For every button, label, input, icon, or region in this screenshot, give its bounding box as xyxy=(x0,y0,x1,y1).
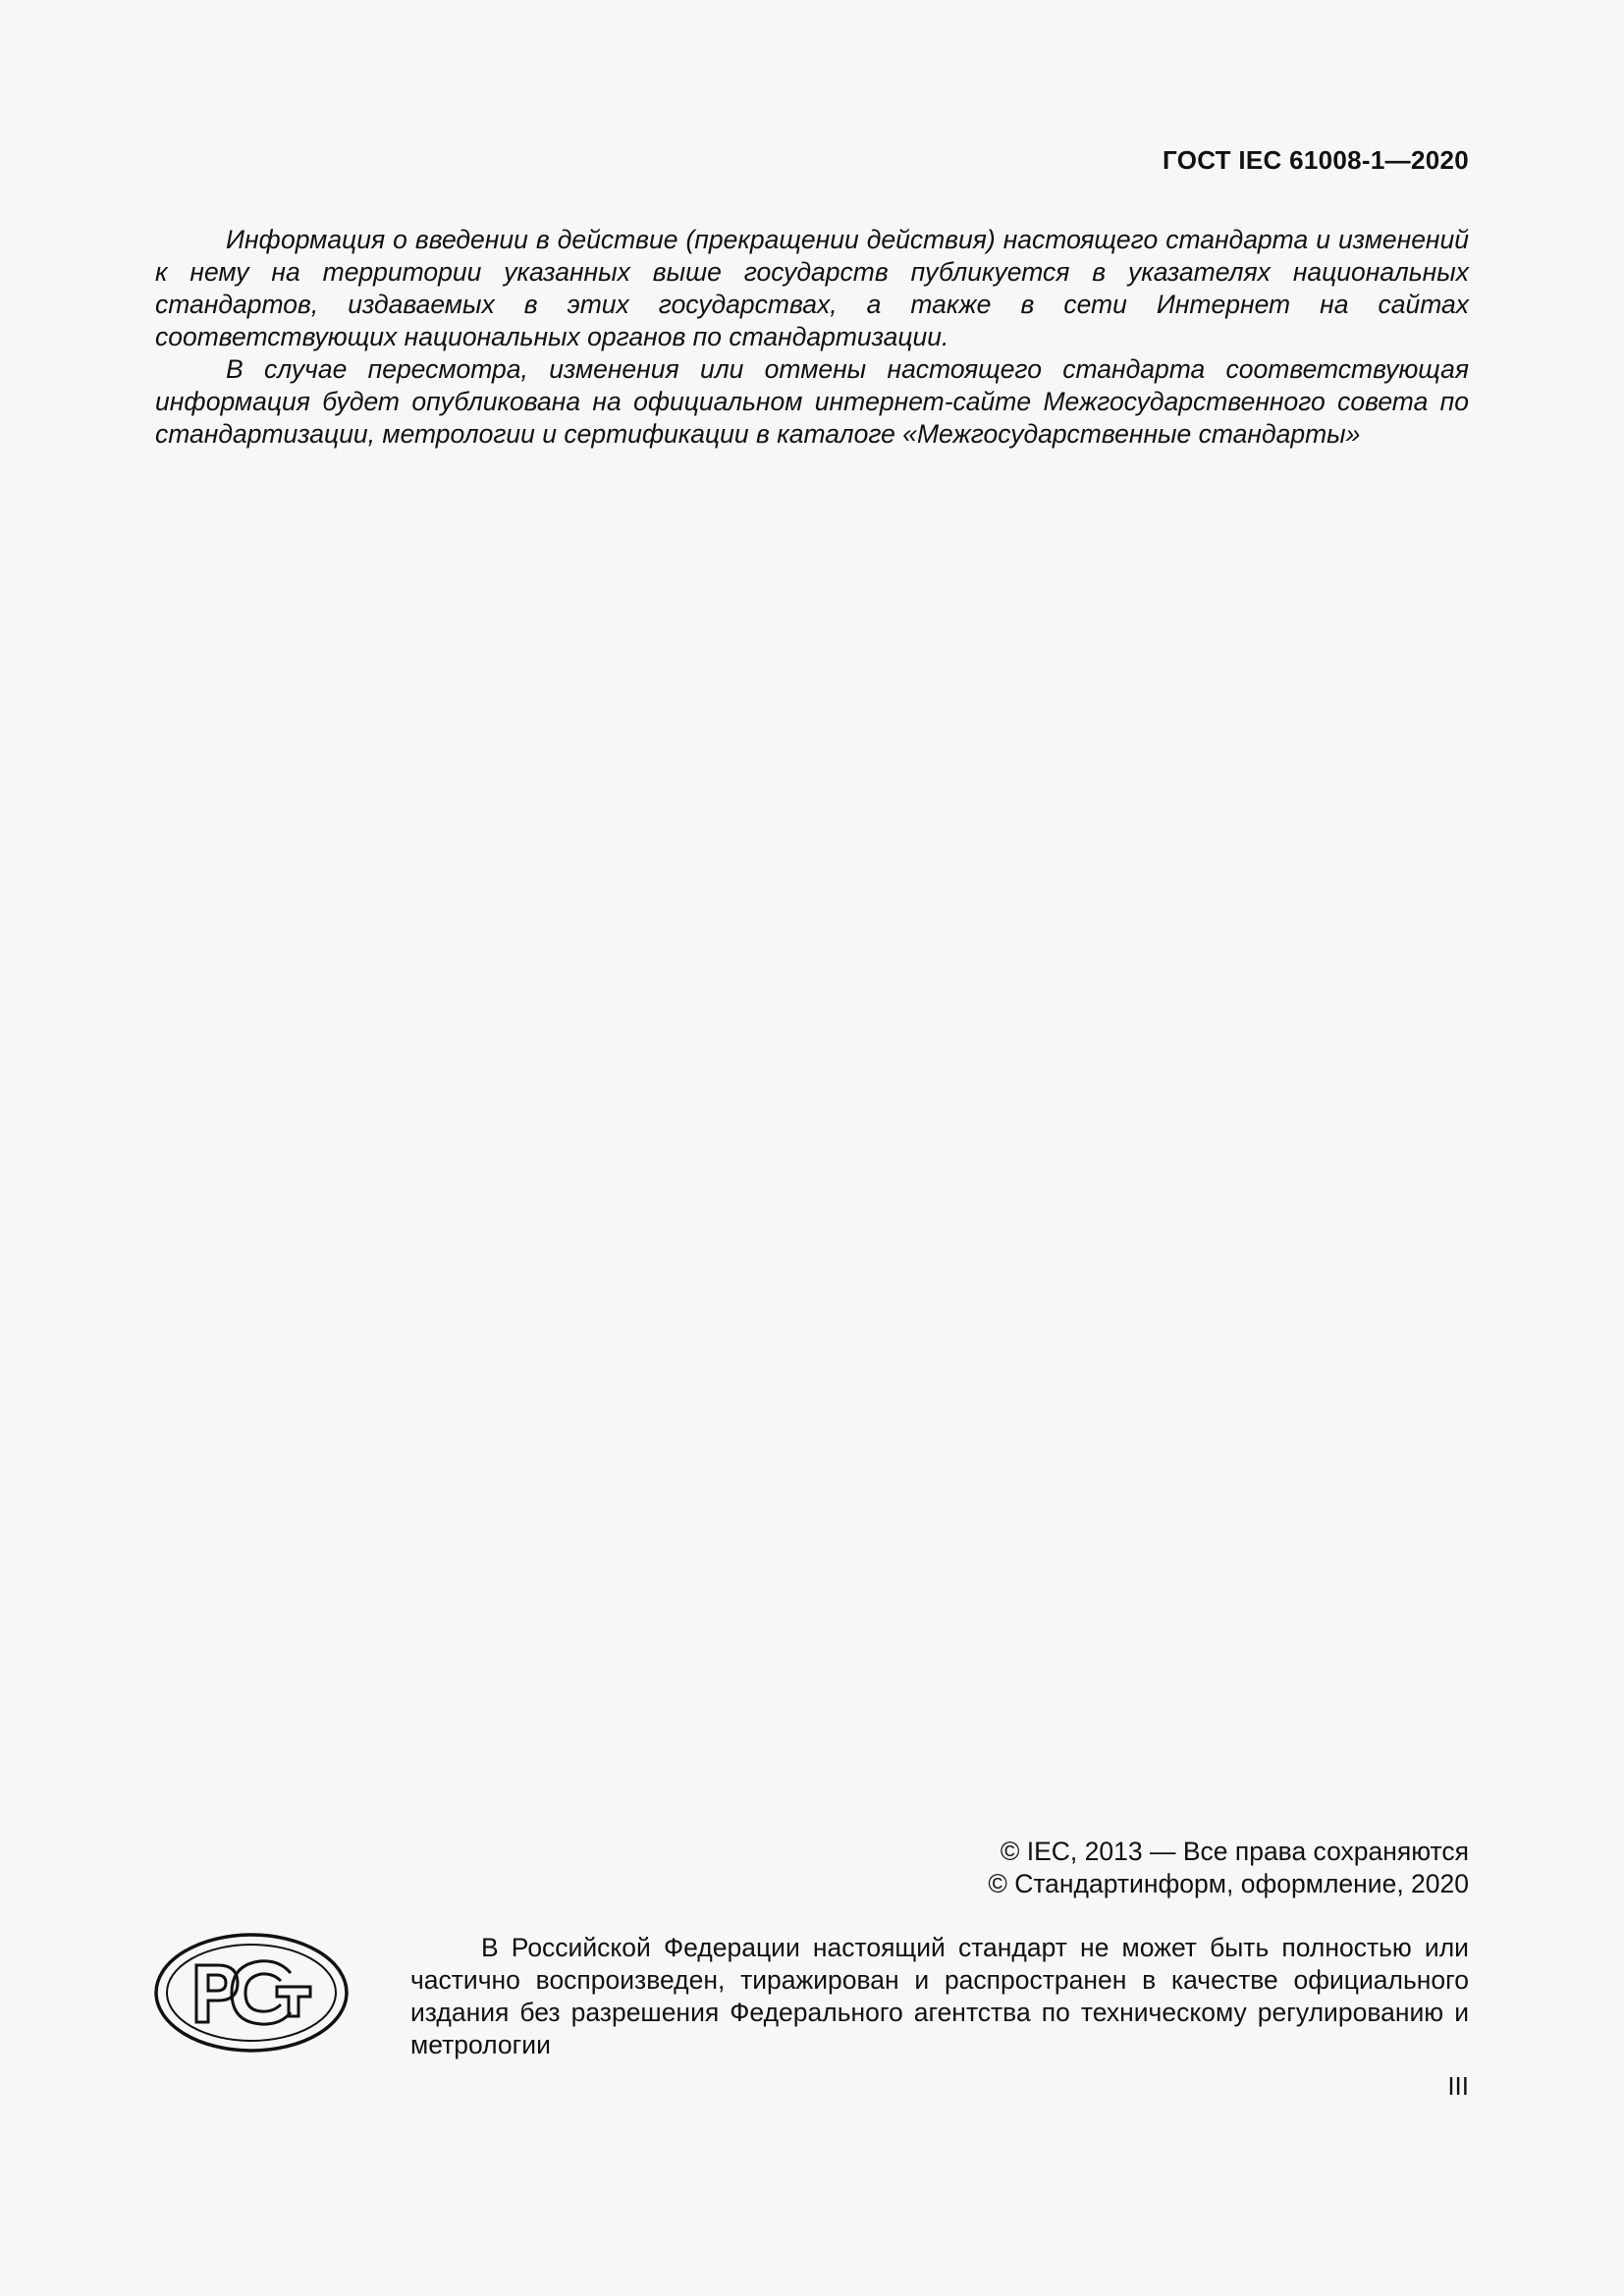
rst-logo-icon xyxy=(153,1932,350,2054)
page-number: III xyxy=(1447,2071,1469,2101)
reproduction-notice xyxy=(410,1932,1469,2061)
copyright-block xyxy=(988,1836,1469,1900)
copyright-iec: © IEC, 2013 — Все права сохраняются xyxy=(1000,1837,1469,1866)
paragraph-info-enactment: Информация о введении в действие (прекращении действия) настоящего стандарта и изменений к нему на территории указанных выше государств публикуется в указателях национальных стандартов, издаваемых в этих государствах, а также в сети Интернет на сайтах соответствующих национальных органов по стандартизации. xyxy=(155,225,1469,351)
body-text xyxy=(155,224,1469,451)
copyright-standartinform: © Стандартинформ, оформление, 2020 xyxy=(988,1869,1469,1898)
notice-text: В Российской Федерации настоящий стандарт не может быть полностью или частично воспроизведен, тиражирован и распространен в качестве официального издания без разрешения Федерального агентства по техническому регулированию и метрологии xyxy=(410,1933,1469,2059)
paragraph-revision-info: В случае пересмотра, изменения или отмены настоящего стандарта соответствующая информация будет опубликована на официальном интернет-сайте Межгосударственного совета по стандартизации, метрологии и сертификации в каталоге «Межгосударственные стандарты» xyxy=(155,354,1469,449)
document-id: ГОСТ IEC 61008-1—2020 xyxy=(1163,145,1469,175)
